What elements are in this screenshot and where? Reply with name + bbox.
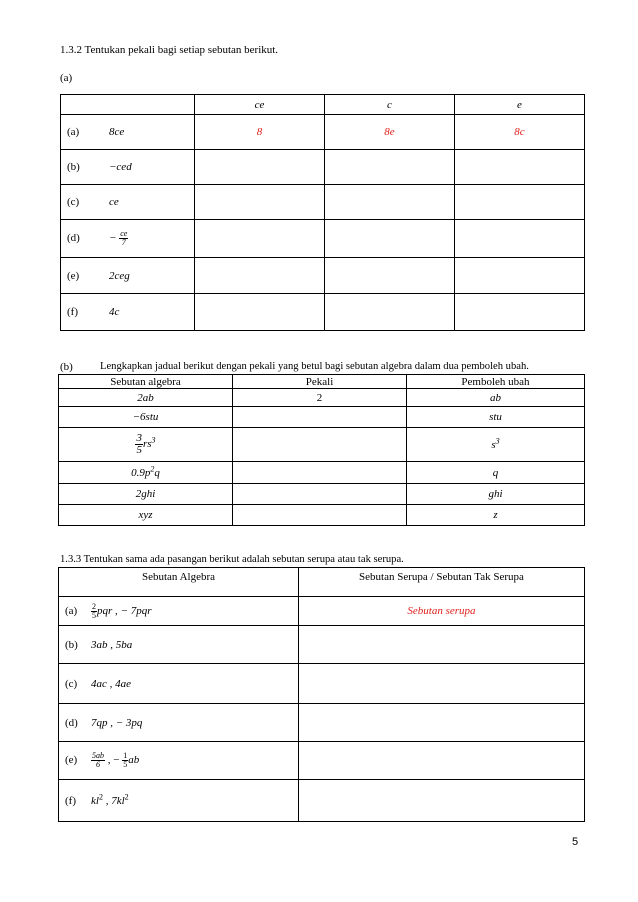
term-cell — [59, 462, 233, 484]
pair-text: 4ac , 4ae — [91, 677, 132, 690]
term-rest: rs — [142, 438, 152, 451]
pair-text: 7qp , − 3pq — [91, 716, 143, 729]
table-a-header-ce: ce — [195, 95, 325, 115]
pair-exponent-2: 2 — [124, 791, 129, 801]
term-exponent: 2 — [150, 463, 155, 473]
row-label: (e) — [67, 269, 80, 282]
page-number: 5 — [572, 836, 579, 848]
row-term: 4c — [109, 306, 120, 318]
section-133-heading: 1.3.3 Tentukan sama ada pasangan berikut adalah sebutan serupa atau tak serupa. — [60, 554, 404, 565]
coefficient-cell[interactable] — [233, 505, 407, 526]
fraction-denominator: 7 — [121, 238, 126, 247]
fraction-denominator: 5 — [123, 760, 128, 769]
table-a-header-c: c — [325, 95, 455, 115]
coefficient-cell[interactable] — [233, 428, 407, 462]
pair-exponent-1: 2 — [98, 791, 103, 801]
pair-cell — [59, 664, 299, 704]
table-row — [59, 780, 585, 822]
table-row — [59, 462, 585, 484]
row-term-cell — [61, 115, 195, 150]
answer-cell[interactable] — [299, 742, 585, 780]
row-label: (f) — [67, 306, 78, 318]
term-cell: 2ghi — [59, 484, 233, 505]
like-terms-header-row — [59, 568, 585, 597]
row-label: (c) — [65, 677, 78, 690]
row-term-cell — [61, 258, 195, 294]
answer-cell[interactable] — [325, 185, 455, 220]
answer-cell[interactable] — [455, 150, 585, 185]
answer-cell[interactable] — [195, 294, 325, 331]
row-term-fraction — [119, 230, 128, 247]
table-row — [59, 505, 585, 526]
fraction-numerator: 2 — [92, 601, 96, 611]
row-label: (b) — [67, 161, 80, 173]
part-b-label: (b) — [60, 361, 73, 373]
table-b-header-row — [59, 375, 585, 389]
part-a-label: (a) — [60, 72, 73, 84]
coefficient-cell[interactable]: 2 — [233, 389, 407, 407]
row-term-cell — [61, 150, 195, 185]
fraction-numerator: 3 — [136, 432, 142, 444]
row-term-cell — [61, 185, 195, 220]
term-exponent: 3 — [151, 435, 156, 445]
part-b-instruction: Lengkapkan jadual berikut dengan pekali yang betul bagi sebutan algebra dalam dua pemboleh ubah. — [100, 361, 529, 372]
pair-mid: , 7kl — [102, 794, 125, 807]
pair-cell — [59, 780, 299, 822]
answer-cell[interactable] — [195, 150, 325, 185]
answer-cell[interactable] — [455, 220, 585, 258]
term-cell: 2ab — [59, 389, 233, 407]
table-row — [59, 664, 585, 704]
coefficient-cell[interactable] — [233, 407, 407, 428]
table-a-header-e: e — [455, 95, 585, 115]
answer-cell[interactable]: 8c — [455, 115, 585, 150]
table-row — [59, 597, 585, 626]
answer-cell[interactable] — [299, 780, 585, 822]
fraction-denominator: 5 — [92, 610, 96, 620]
answer-cell[interactable] — [325, 220, 455, 258]
fraction-numerator: ce — [120, 229, 128, 238]
pair-rest: ab — [128, 754, 140, 767]
answer-cell[interactable]: 8e — [325, 115, 455, 150]
answer-cell[interactable] — [195, 220, 325, 258]
variable-cell: ghi — [407, 484, 585, 505]
row-term-sign: − — [109, 232, 117, 245]
table-row — [61, 185, 585, 220]
table-row — [59, 428, 585, 462]
table-row — [61, 294, 585, 331]
coefficient-cell[interactable] — [233, 484, 407, 505]
term-post: q — [154, 466, 160, 479]
answer-cell[interactable] — [455, 258, 585, 294]
answer-cell[interactable] — [455, 185, 585, 220]
term-cell — [59, 428, 233, 462]
variable-exponent: 3 — [495, 435, 500, 445]
term-cell: xyz — [59, 505, 233, 526]
variable-cell: z — [407, 505, 585, 526]
row-term-cell — [61, 220, 195, 258]
table-a-header-empty — [61, 95, 195, 115]
answer-cell[interactable] — [195, 185, 325, 220]
variable-cell — [407, 428, 585, 462]
table-row — [59, 742, 585, 780]
header-algebra-terms: Sebutan Algebra — [59, 568, 299, 597]
header-like-unlike: Sebutan Serupa / Sebutan Tak Serupa — [299, 568, 585, 597]
answer-cell[interactable]: 8 — [195, 115, 325, 150]
pair-mid: , − — [105, 754, 123, 767]
row-term: 8ce — [109, 126, 125, 138]
coefficient-cell[interactable] — [233, 462, 407, 484]
row-label: (c) — [67, 196, 80, 208]
row-term: −ced — [109, 161, 132, 173]
row-label: (e) — [65, 754, 78, 767]
table-row — [59, 626, 585, 664]
table-row — [61, 220, 585, 258]
row-term-cell — [61, 294, 195, 331]
like-terms-table — [58, 567, 585, 822]
row-label: (d) — [67, 232, 80, 245]
answer-cell[interactable] — [195, 258, 325, 294]
answer-cell[interactable] — [325, 294, 455, 331]
pair-rest: pqr , − 7pqr — [97, 604, 152, 617]
answer-cell[interactable] — [299, 664, 585, 704]
table-row — [59, 704, 585, 742]
table-row — [59, 484, 585, 505]
variable-base: s — [491, 438, 496, 451]
row-label: (f) — [65, 794, 76, 807]
table-row — [61, 258, 585, 294]
table-b-header-variable: Pemboleh ubah — [407, 375, 585, 389]
term-pre: 0.9p — [131, 466, 151, 479]
row-term: ce — [109, 196, 119, 208]
row-term: 2ceg — [109, 269, 130, 282]
answer-cell[interactable] — [325, 150, 455, 185]
pair-cell — [59, 742, 299, 780]
answer-cell[interactable] — [325, 258, 455, 294]
answer-cell[interactable] — [455, 294, 585, 331]
pair-pre: kl — [91, 794, 99, 807]
answer-cell[interactable]: Sebutan serupa — [299, 597, 585, 626]
answer-cell[interactable] — [299, 704, 585, 742]
row-label: (d) — [65, 716, 78, 729]
row-label: (a) — [67, 126, 80, 138]
fraction-numerator: 1 — [123, 751, 128, 760]
table-row — [59, 407, 585, 428]
table-row — [61, 115, 585, 150]
pair-cell — [59, 704, 299, 742]
pair-text: 3ab , 5ba — [91, 638, 133, 651]
term-fraction — [135, 433, 143, 456]
term-cell: −6stu — [59, 407, 233, 428]
answer-cell[interactable] — [299, 626, 585, 664]
table-row — [59, 389, 585, 407]
coefficient-table-b — [58, 374, 585, 526]
pair-fraction-1 — [91, 752, 105, 769]
pair-cell — [59, 597, 299, 626]
variable-cell: ab — [407, 389, 585, 407]
fraction-denominator: 6 — [96, 760, 100, 769]
variable-cell: q — [407, 462, 585, 484]
coefficient-table-a — [60, 94, 585, 331]
table-a-header-row — [61, 95, 585, 115]
table-b-header-term: Sebutan algebra — [59, 375, 233, 389]
pair-cell — [59, 626, 299, 664]
variable-cell: stu — [407, 407, 585, 428]
table-row — [61, 150, 585, 185]
fraction-denominator: 5 — [136, 444, 142, 456]
fraction-numerator: 5ab — [92, 751, 104, 760]
section-132-heading: 1.3.2 Tentukan pekali bagi setiap sebutan berikut. — [60, 44, 279, 56]
row-label: (a) — [65, 604, 78, 617]
row-label: (b) — [65, 638, 78, 651]
table-b-header-coefficient: Pekali — [233, 375, 407, 389]
